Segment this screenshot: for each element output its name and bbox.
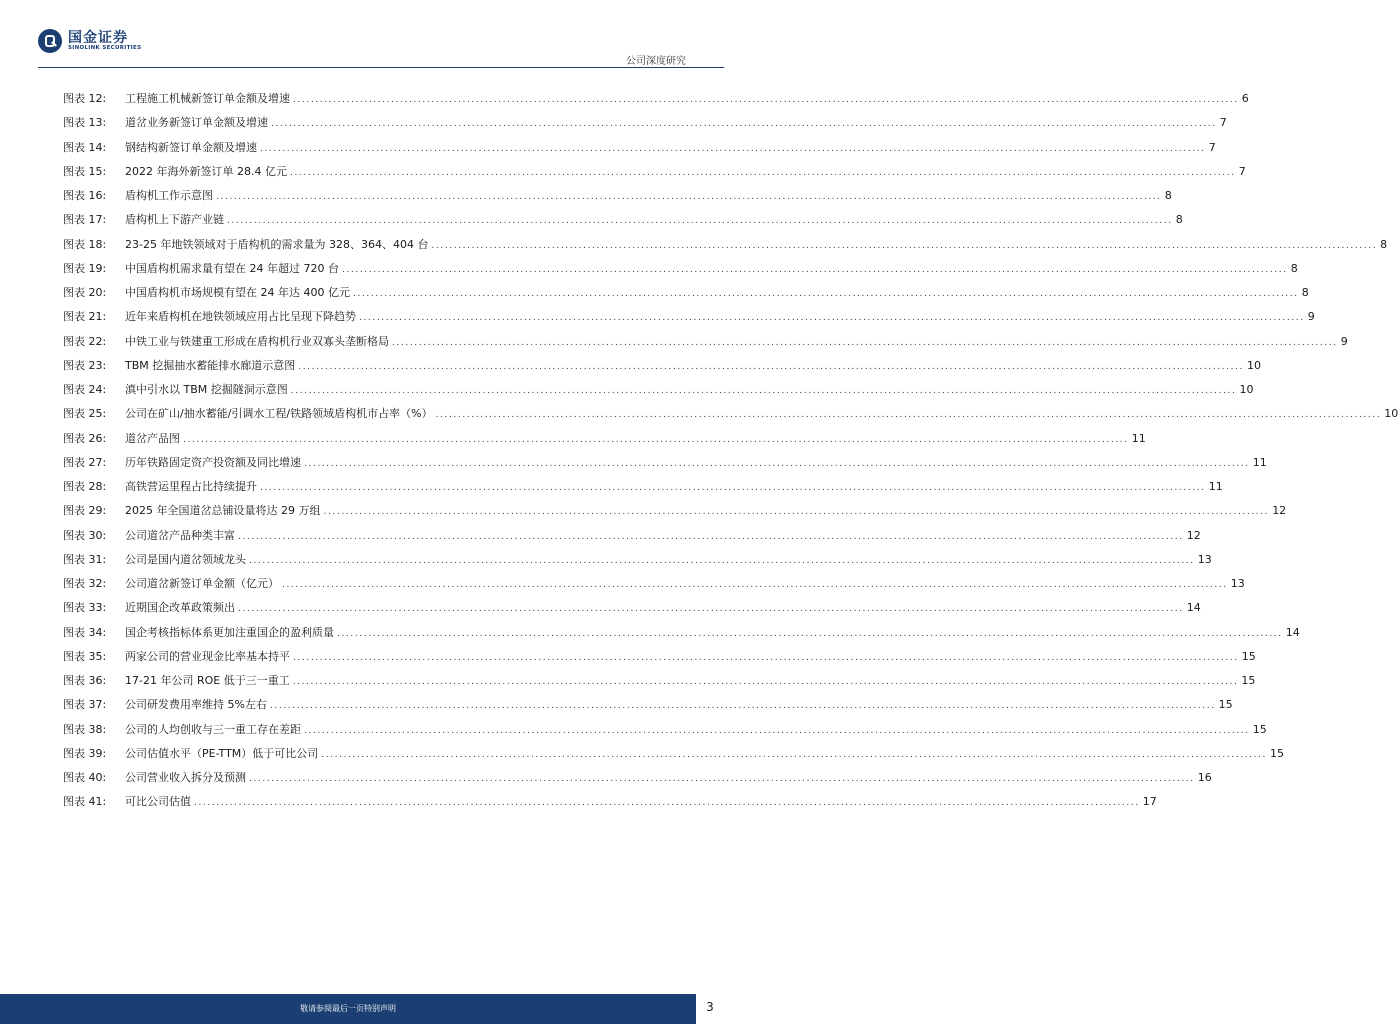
figure-label: 图表 23: xyxy=(63,358,107,372)
figure-page-number: 8 xyxy=(1301,286,1309,299)
figure-page-number: 15 xyxy=(1252,722,1267,736)
figure-title: 历年铁路固定资产投资额及同比增速 xyxy=(125,455,301,469)
figure-label: 图表 21: xyxy=(63,310,107,324)
figure-title: 可比公司估值 xyxy=(125,795,191,809)
figure-title: 滇中引水以 TBM 挖掘隧洞示意图 xyxy=(125,383,288,396)
figure-title: 近年来盾构机在地铁领域应用占比呈现下降趋势 xyxy=(125,310,356,324)
figure-page-number: 7 xyxy=(1238,164,1246,178)
dot-leader xyxy=(293,93,1239,107)
toc-entry[interactable] xyxy=(63,795,1157,819)
logo-chinese-name: 国金证券 xyxy=(68,30,128,46)
figure-label: 图表 16: xyxy=(63,189,107,202)
figure-title: 道岔业务新签订单金额及增速 xyxy=(125,116,268,130)
page-number: 3 xyxy=(706,1000,714,1014)
dot-leader xyxy=(304,724,1250,738)
figure-page-number: 9 xyxy=(1307,310,1315,324)
dot-leader xyxy=(323,505,1269,519)
dot-leader xyxy=(216,190,1162,204)
figure-page-number: 15 xyxy=(1241,674,1256,687)
dot-leader xyxy=(291,384,1237,398)
figure-page-number: 12 xyxy=(1186,528,1201,542)
figure-title: 盾构机上下游产业链 xyxy=(125,213,224,227)
figure-title: 工程施工机械新签订单金额及增速 xyxy=(125,92,290,105)
figure-title: 公司营业收入拆分及预测 xyxy=(125,771,246,784)
company-logo xyxy=(38,27,188,57)
figure-label: 图表 37: xyxy=(63,698,107,712)
page-header xyxy=(0,0,724,70)
toc-entry[interactable] xyxy=(63,213,1183,237)
figure-label: 图表 38: xyxy=(63,722,107,736)
figure-label: 图表 15: xyxy=(63,164,107,178)
dot-leader xyxy=(304,457,1250,471)
figure-page-number: 7 xyxy=(1208,140,1216,154)
logo-english-name: SINOLINK SECURITIES xyxy=(68,45,142,51)
figure-label: 图表 30: xyxy=(63,528,107,542)
dot-leader xyxy=(260,142,1206,156)
figure-label: 图表 36: xyxy=(63,674,107,687)
figure-label: 图表 40: xyxy=(63,771,107,784)
figure-page-number: 15 xyxy=(1241,649,1256,663)
figure-page-number: 9 xyxy=(1340,334,1348,348)
figure-page-number: 17 xyxy=(1142,795,1157,809)
toc-entry[interactable] xyxy=(63,334,1348,359)
figure-title: 两家公司的营业现金比率基本持平 xyxy=(125,649,290,663)
dot-leader xyxy=(271,117,1217,131)
dot-leader xyxy=(194,796,1140,810)
dot-leader xyxy=(293,651,1239,665)
dot-leader xyxy=(238,602,1184,616)
figure-label: 图表 35: xyxy=(63,649,107,663)
toc-entry[interactable] xyxy=(63,310,1315,334)
figure-title: TBM 挖掘抽水蓄能排水廊道示意图 xyxy=(125,358,296,372)
figure-page-number: 13 xyxy=(1197,552,1212,566)
figure-page-number: 16 xyxy=(1197,771,1212,784)
figure-label: 图表 39: xyxy=(63,746,107,760)
toc-entry[interactable] xyxy=(63,674,1256,698)
dot-leader xyxy=(227,214,1173,228)
toc-entry[interactable] xyxy=(63,504,1287,528)
figure-label: 图表 29: xyxy=(63,504,107,518)
figure-label: 图表 20: xyxy=(63,286,107,299)
dot-leader xyxy=(298,360,1244,374)
dot-leader xyxy=(337,627,1283,641)
figure-title: 公司道岔产品种类丰富 xyxy=(125,528,235,542)
toc-entry[interactable] xyxy=(63,528,1201,553)
dot-leader xyxy=(282,578,1228,592)
figure-page-number: 14 xyxy=(1285,625,1300,639)
figure-title: 中国盾构机市场规模有望在 24 年达 400 亿元 xyxy=(125,286,350,299)
figure-label: 图表 33: xyxy=(63,601,107,615)
figure-page-number: 7 xyxy=(1219,116,1227,130)
dot-leader xyxy=(353,287,1299,301)
toc-entry[interactable] xyxy=(63,649,1256,674)
dot-leader xyxy=(290,166,1236,180)
dot-leader xyxy=(183,433,1129,447)
toc-entry[interactable] xyxy=(63,383,1254,407)
figure-page-number: 8 xyxy=(1175,213,1183,227)
dot-leader xyxy=(342,263,1288,277)
toc-entry[interactable] xyxy=(63,577,1245,601)
dot-leader xyxy=(238,530,1184,544)
figure-title: 公司研发费用率维持 5%左右 xyxy=(125,698,267,712)
figure-label: 图表 25: xyxy=(63,407,107,421)
figure-label: 图表 27: xyxy=(63,455,107,469)
figure-title: 2022 年海外新签订单 28.4 亿元 xyxy=(125,164,287,178)
figure-page-number: 15 xyxy=(1269,746,1284,760)
toc-entry[interactable] xyxy=(63,431,1146,456)
figure-title: 23-25 年地铁领域对于盾构机的需求量为 328、364、404 台 xyxy=(125,237,429,251)
figure-label: 图表 31: xyxy=(63,552,107,566)
figure-title: 17-21 年公司 ROE 低于三一重工 xyxy=(125,674,290,687)
figure-label: 图表 19: xyxy=(63,261,107,275)
toc-entry[interactable] xyxy=(63,92,1249,116)
toc-entry[interactable] xyxy=(63,407,1398,431)
dot-leader xyxy=(436,408,1382,422)
figure-page-number: 6 xyxy=(1241,92,1249,105)
figure-page-number: 8 xyxy=(1164,189,1172,202)
header-divider xyxy=(38,67,724,68)
figure-title: 2025 年全国道岔总铺设量将达 29 万组 xyxy=(125,504,321,518)
toc-entry[interactable] xyxy=(63,189,1172,213)
figure-page-number: 10 xyxy=(1384,407,1398,421)
figure-page-number: 8 xyxy=(1380,237,1388,251)
footer-bar xyxy=(0,994,696,1024)
toc-entry[interactable] xyxy=(63,771,1212,795)
figure-title: 道岔产品图 xyxy=(125,431,180,445)
figure-page-number: 8 xyxy=(1290,261,1298,275)
sinolink-logo-icon xyxy=(38,29,62,53)
dot-leader xyxy=(321,748,1267,762)
figure-page-number: 11 xyxy=(1252,455,1267,469)
figure-page-number: 10 xyxy=(1239,383,1254,396)
dot-leader xyxy=(431,239,1377,253)
figure-label: 图表 12: xyxy=(63,92,107,105)
figure-title: 高铁营运里程占比持续提升 xyxy=(125,480,257,493)
dot-leader xyxy=(249,772,1195,786)
dot-leader xyxy=(359,311,1305,325)
figure-label: 图表 24: xyxy=(63,383,107,396)
figure-title: 钢结构新签订单金额及增速 xyxy=(125,140,257,154)
toc-entry[interactable] xyxy=(63,746,1284,771)
figure-label: 图表 17: xyxy=(63,213,107,227)
toc-entry[interactable] xyxy=(63,116,1227,140)
toc-entry[interactable] xyxy=(63,722,1267,747)
toc-entry[interactable] xyxy=(63,698,1233,722)
figure-label: 图表 26: xyxy=(63,431,107,445)
figure-title: 公司估值水平（PE-TTM）低于可比公司 xyxy=(125,746,319,760)
figure-label: 图表 14: xyxy=(63,140,107,154)
figure-label: 图表 22: xyxy=(63,334,107,348)
figure-index-list xyxy=(63,92,1398,820)
toc-entry[interactable] xyxy=(63,480,1223,504)
dot-leader xyxy=(392,336,1338,350)
figure-label: 图表 32: xyxy=(63,577,107,590)
figure-title: 公司的人均创收与三一重工存在差距 xyxy=(125,722,301,736)
toc-entry[interactable] xyxy=(63,286,1309,310)
dot-leader xyxy=(270,699,1216,713)
toc-entry[interactable] xyxy=(63,164,1246,189)
figure-label: 图表 34: xyxy=(63,625,107,639)
figure-title: 盾构机工作示意图 xyxy=(125,189,213,202)
dot-leader xyxy=(293,675,1239,689)
toc-entry[interactable] xyxy=(63,625,1300,650)
toc-entry[interactable] xyxy=(63,455,1267,480)
toc-entry[interactable] xyxy=(63,140,1216,165)
page-footer xyxy=(0,994,724,1024)
toc-entry[interactable] xyxy=(63,601,1201,625)
figure-page-number: 15 xyxy=(1218,698,1233,712)
toc-entry[interactable] xyxy=(63,552,1212,577)
figure-label: 图表 18: xyxy=(63,237,107,251)
figure-title: 近期国企改革政策频出 xyxy=(125,601,235,615)
figure-title: 中国盾构机需求量有望在 24 年超过 720 台 xyxy=(125,261,339,275)
figure-page-number: 10 xyxy=(1246,358,1261,372)
toc-entry[interactable] xyxy=(63,237,1388,262)
figure-page-number: 11 xyxy=(1208,480,1223,493)
dot-leader xyxy=(249,554,1195,568)
figure-title: 公司是国内道岔领域龙头 xyxy=(125,552,246,566)
report-type-label: 公司深度研究 xyxy=(626,56,686,67)
dot-leader xyxy=(260,481,1206,495)
figure-label: 图表 41: xyxy=(63,795,107,809)
toc-entry[interactable] xyxy=(63,358,1261,383)
figure-page-number: 12 xyxy=(1272,504,1287,518)
toc-entry[interactable] xyxy=(63,261,1298,286)
figure-title: 中铁工业与铁建重工形成在盾构机行业双寡头垄断格局 xyxy=(125,334,389,348)
figure-label: 图表 13: xyxy=(63,116,107,130)
figure-page-number: 11 xyxy=(1131,431,1146,445)
figure-title: 公司在矿山/抽水蓄能/引调水工程/铁路领域盾构机市占率（%） xyxy=(125,407,433,421)
figure-title: 国企考核指标体系更加注重国企的盈利质量 xyxy=(125,625,334,639)
figure-page-number: 14 xyxy=(1186,601,1201,615)
figure-page-number: 13 xyxy=(1230,577,1245,590)
figure-title: 公司道岔新签订单金额（亿元） xyxy=(125,577,279,590)
disclaimer-notice: 敬请参阅最后一页特别声明 xyxy=(300,1004,396,1013)
figure-label: 图表 28: xyxy=(63,480,107,493)
